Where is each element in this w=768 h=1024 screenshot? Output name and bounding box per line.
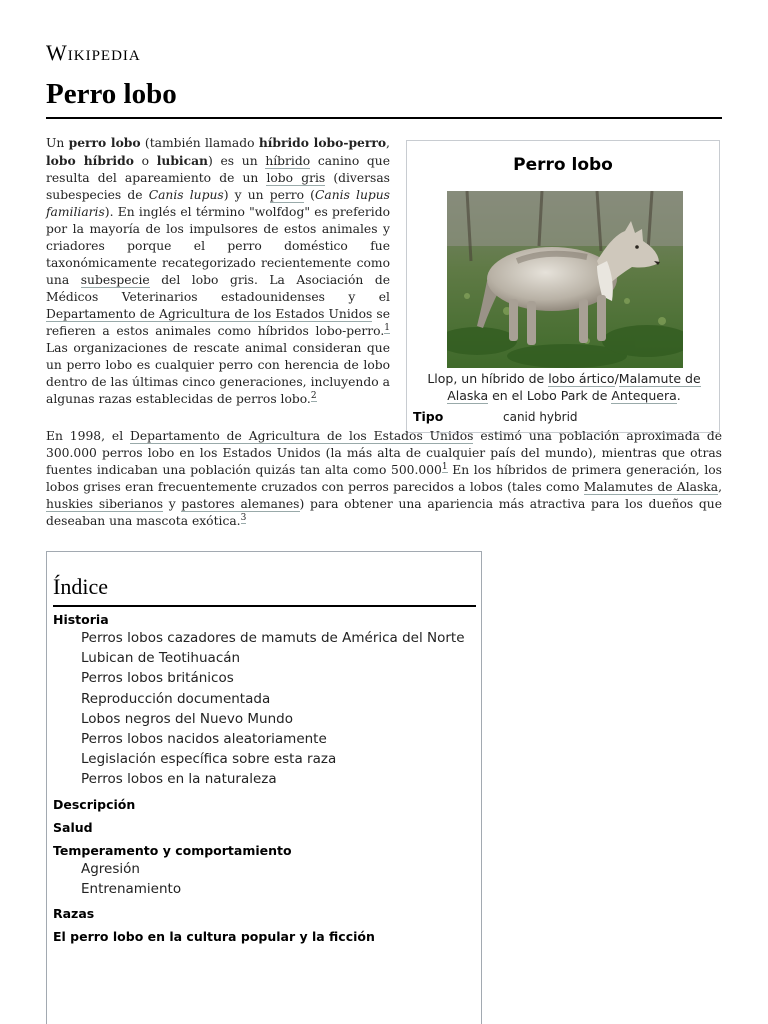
link-malamutes-de-alaska[interactable]: Malamutes de Alaska (583, 480, 719, 494)
intro-text: (también llamado (140, 136, 259, 150)
wolfdog-photo-illustration (447, 191, 683, 368)
intro-paragraph (46, 134, 390, 408)
intro-bold: lobo híbrido (46, 153, 134, 168)
caption-text: . (676, 388, 681, 403)
intro-text: ). En inglés el término "wolfdog" es preferido por la mayoría de los impulsores de estos animales y criadores porque el perro doméstico fue taxonómicamente recategorizado recientemente como una (46, 205, 390, 287)
intro-bold: híbrido lobo-perro (258, 135, 387, 150)
link-departamento-agricultura[interactable]: Departamento de Agricultura de los Estados Unidos (46, 307, 373, 321)
population-paragraph (46, 428, 722, 530)
link-departamento-agricultura[interactable]: Departamento de Agricultura de los Estados Unidos (130, 429, 474, 443)
toc-subsection-link[interactable]: Lubican de Teotihuacán (81, 650, 241, 667)
page-title: Perro lobo (46, 78, 177, 110)
toc-subsection-link[interactable]: Reproducción documentada (81, 690, 271, 707)
reference-1[interactable]: 1 (441, 461, 448, 472)
reference-3[interactable]: 3 (240, 512, 247, 523)
infobox-title: Perro lobo (513, 155, 613, 175)
intro-text: canino que resulta del apareamiento de un (46, 154, 390, 185)
title-divider (46, 117, 722, 119)
toc-subsection-link[interactable]: Lobos negros del Nuevo Mundo (81, 710, 293, 727)
toc-section-link[interactable]: El perro lobo en la cultura popular y la ficción (53, 929, 375, 945)
toc-subsection-link[interactable]: Agresión (81, 860, 140, 877)
link-pastores-alemanes[interactable]: pastores alemanes (181, 497, 300, 511)
intro-text: , (386, 136, 390, 150)
toc-subsection-link[interactable]: Perros lobos británicos (81, 670, 234, 687)
link-malamute-de-alaska[interactable]: Malamute de Alaska (447, 371, 701, 403)
image-caption (419, 370, 709, 404)
toc-title: Índice (53, 574, 108, 599)
intro-text: del lobo gris. La Asociación de Médicos Veterinarios estadounidenses y el (46, 273, 390, 304)
reference-1[interactable]: 1 (384, 322, 390, 333)
infobox-value: canid hybrid (503, 410, 578, 424)
toc-section-link[interactable]: Temperamento y comportamiento (53, 842, 292, 858)
caption-text: / (614, 371, 619, 386)
wolfdog-image[interactable] (447, 191, 683, 368)
toc-subsection-link[interactable]: Perros lobos cazadores de mamuts de América del Norte (81, 630, 465, 646)
para-text: En los híbridos de primera generación, los lobos grises eran frecuentemente cruzados con perros parecidos a lobos (tales como (46, 463, 722, 494)
infobox (406, 140, 720, 433)
caption-text: en el Lobo Park de (488, 388, 612, 403)
wikipedia-logo[interactable]: Wikipedia (46, 40, 141, 65)
intro-text: ( (304, 188, 315, 202)
toc-section-link[interactable]: Salud (53, 819, 93, 835)
toc-section-link[interactable]: Descripción (53, 796, 136, 812)
toc-subsection-link[interactable]: Entrenamiento (81, 880, 182, 897)
link-lobo-artico[interactable]: lobo ártico (548, 371, 615, 386)
para-text: , (718, 480, 722, 494)
infobox-key: Tipo (413, 409, 444, 424)
link-lobo-gris[interactable]: lobo gris (266, 171, 326, 185)
intro-italic: Canis lupus (148, 188, 224, 202)
link-hibrido[interactable]: híbrido (265, 154, 311, 168)
caption-text: Llop, un híbrido de (427, 371, 549, 386)
intro-text: ) y un (223, 188, 270, 202)
para-text: ) para obtener una apariencia más atractiva para los dueños que deseaban una mascota exótica. (46, 497, 723, 528)
toc-section-link[interactable]: Razas (53, 906, 95, 922)
intro-text: Un (46, 136, 69, 150)
para-text: estimó una población aproximada de 300.000 perros lobo en los Estados Unidos (la más alta de cualquier país del mundo), mientras que otras fuentes indicaban una población quizás tan alta como 500.000 (46, 429, 722, 477)
intro-text: se refieren a estos animales como híbridos lobo-perro. (46, 307, 390, 338)
intro-text: Las organizaciones de rescate animal consideran que un perro lobo es cualquier perro con herencia de lobo dentro de las últimas cinco generaciones, incluyendo a algunas razas establecidas de perros lobo. (46, 341, 390, 406)
link-subespecie[interactable]: subespecie (80, 273, 150, 287)
intro-bold: lubican (156, 153, 208, 168)
intro-text: o (133, 154, 157, 168)
para-text: En 1998, el (46, 429, 131, 443)
table-of-contents (46, 551, 482, 1024)
para-text: y (163, 497, 182, 511)
intro-text: ) es un (208, 154, 266, 168)
intro-italic: Canis lupus familiaris (46, 188, 390, 219)
toc-divider (53, 605, 476, 607)
link-huskies-siberianos[interactable]: huskies siberianos (46, 497, 164, 511)
reference-2[interactable]: 2 (310, 390, 317, 401)
toc-subsection-link[interactable]: Perros lobos en la naturaleza (81, 771, 277, 788)
link-perro[interactable]: perro (269, 188, 305, 202)
toc-section-link[interactable]: Historia (53, 612, 109, 627)
intro-text: (diversas subespecies de (46, 171, 390, 202)
toc-list (53, 612, 478, 945)
intro-bold: perro lobo (68, 135, 141, 150)
toc-subsection-link[interactable]: Perros lobos nacidos aleatoriamente (81, 731, 327, 748)
link-antequera[interactable]: Antequera (611, 388, 677, 403)
toc-subsection-link[interactable]: Legislación específica sobre esta raza (81, 751, 337, 768)
